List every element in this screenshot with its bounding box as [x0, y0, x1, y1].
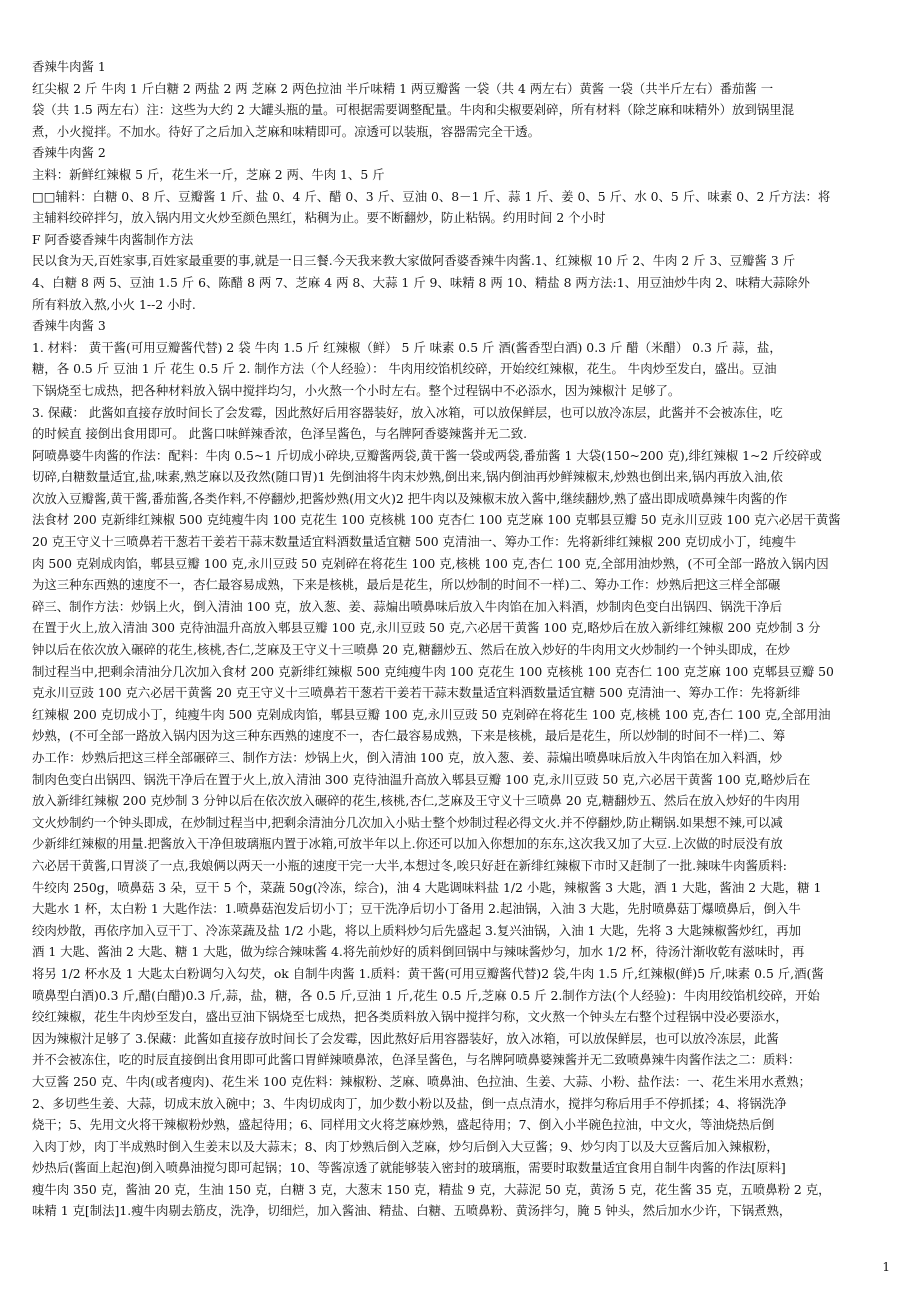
text-line: 喷鼻型白酒)0.3 斤,醋(白醋)0.3 斤,蒜，盐，糖，各 0.5 斤,豆油 1 斤,花生 0.5 斤,芝麻 0.5 斤 2.制作方法(个人经验)：牛肉用绞馅机绞碎，开始 — [32, 987, 820, 1003]
text-line: 20 克王守义十三喷鼻若干葱若干姜若干蒜末数量适宜料酒数量适宜糖 500 克清油一、筹办工作：先将新绯红辣椒 200 克切成小丁，纯瘦牛 — [32, 534, 797, 550]
text-line: 为这三种东西熟的速度不一，杏仁最容易成熟，下来是核桃，最后是花生，所以炒制的时间不一样)二、筹办工作：炒熟后把这三样全部碾 — [32, 577, 781, 593]
text-line: 的时候直 接倒出食用即可。 此酱口味鲜辣香浓，色泽呈酱色，与名牌阿香婆辣酱并无二致. — [32, 426, 528, 442]
section-heading: 香辣牛肉酱 1 — [32, 59, 106, 74]
text-line: 煮，小火搅拌。不加水。待好了之后加入芝麻和味精即可。凉透可以装瓶，容器需完全干透。 — [32, 123, 541, 139]
text-line: 味精 1 克[制法]1.瘦牛肉剔去筋皮，洗净，切细烂，加入酱油、精盐、白糖、五喷鼻粉、黄汤拌匀，腌 5 钟头，然后加水少许，下锅煮熟， — [32, 1203, 792, 1219]
text-line: 阿喷鼻婆牛肉酱的作法：配料：牛肉 0.5~1 斤切成小碎块,豆瓣酱两袋,黄干酱一袋或两袋,番茄酱 1 大袋(150~200 克),绯红辣椒 1~2 斤绞碎或 — [32, 447, 822, 463]
text-line: 民以食为天,百姓家事,百姓家最重要的事,就是一日三餐.今天我来教大家做阿香婆香辣牛肉酱.1、红辣椒 10 斤 2、牛肉 2 斤 3、豆瓣酱 3 斤 — [32, 253, 796, 269]
text-line: 克永川豆豉 100 克六必居干黄酱 20 克王守义十三喷鼻若干葱若干姜若干蒜末数量适宜料酒数量适宜糖 500 克清油一、筹办工作：先将新绯 — [32, 685, 801, 701]
text-line: □□辅料：白糖 0、8 斤、豆瓣酱 1 斤、盐 0、4 斤、醋 0、3 斤、豆油 0、8－1 斤、蒜 1 斤、姜 0、5 斤、水 0、5 斤、味素 0、2 斤方法：将 — [32, 188, 831, 204]
text-line: 切碎,白糖数量适宜,盐,味素,熟芝麻以及孜然(随口胃)1 先倒油将牛肉末炒熟,倒出来,锅内倒油再炒鲜辣椒末,炒熟也倒出来,锅内再放入油,依 — [32, 469, 783, 485]
text-line: 炒热后(酱面上起泡)倒入喷鼻油搅匀即可起锅；10、等酱凉透了就能够装入密封的玻璃瓶，需要时取数量适宜食用自制牛肉酱的作法[原料] — [32, 1160, 786, 1176]
text-line: 1. 材料： 黄干酱(可用豆瓣酱代替) 2 袋 牛肉 1.5 斤 红辣椒（鲜） 5 斤 味素 0.5 斤 酒(酱香型白酒) 0.3 斤 醋（米醋） 0.3 斤 蒜，盐， — [32, 339, 782, 355]
text-line: 所有料放入熬,小火 1--2 小时. — [32, 296, 196, 312]
document-body — [32, 56, 890, 1222]
text-line: 次放入豆瓣酱,黄干酱,番茄酱,各类作料,不停翻炒,把酱炒熟(用文火)2 把牛肉以及辣椒末放入酱中,继续翻炒,熟了盛出即成喷鼻辣牛肉酱的作 — [32, 490, 788, 506]
text-line: 将另 1/2 杯水及 1 大匙太白粉调匀入勾芡，ok 自制牛肉酱 1.质料：黄干酱(可用豆瓣酱代替)2 袋,牛肉 1.5 斤,红辣椒(鲜)5 斤,味素 0.5 斤,酒(酱 — [32, 965, 824, 981]
text-line: 主辅料绞碎拌匀，放入锅内用文火炒至颜色黑红，粘稠为止。要不断翻炒，防止粘锅。约用时间 2 个小时 — [32, 210, 606, 226]
text-line: 4、白糖 8 两 5、豆油 1.5 斤 6、陈醋 8 两 7、芝麻 4 两 8、大蒜 1 斤 9、味精 8 两 10、精盐 8 两方法:1、用豆油炒牛肉 2、味精大蒜除外 — [32, 274, 810, 290]
text-line: 并不会被冻住，吃的时辰直接倒出食用即可此酱口胃鲜辣喷鼻浓，色泽呈酱色，与名牌阿喷鼻婆辣酱并无二致喷鼻辣牛肉酱作法之二：质料： — [32, 1052, 801, 1068]
text-line: 办工作：炒熟后把这三样全部碾碎三、制作方法：炒锅上火，倒入清油 100 克，放入葱、姜、蒜煸出喷鼻味后放入牛肉馅在加入料酒，炒 — [32, 750, 783, 765]
section-heading: 香辣牛肉酱 3 — [32, 318, 106, 334]
text-line: 六必居干黄酱,口胃淡了一点,我娘俩以两天一小瓶的速度干完一大半,本想过冬,唉只好赶在新绯红辣椒下市时又赶制了一批.辣味牛肉酱质料: — [32, 857, 787, 873]
text-line: 法食材 200 克新绯红辣椒 500 克纯瘦牛肉 100 克花生 100 克核桃 100 克杏仁 100 克芝麻 100 克郫县豆瓣 50 克永川豆豉 100 克六必居干黄酱 — [32, 512, 841, 528]
text-line: 红尖椒 2 斤 牛肉 1 斤白糖 2 两盐 2 两 芝麻 2 两色拉油 半斤味精 1 两豆瓣酱 一袋（共 4 两左右）黄酱 一袋（共半斤左右）番茄酱 一 — [32, 80, 774, 96]
text-line: 糖，各 0.5 斤 豆油 1 斤 花生 0.5 斤 2. 制作方法（个人经验）： 牛肉用绞馅机绞碎，开始绞红辣椒，花生。 牛肉炒至发白，盛出。豆油 — [32, 361, 777, 377]
text-line: 牛绞肉 250g，喷鼻菇 3 朵，豆干 5 个，菜蔬 50g(冷冻，综合)，油 4 大匙调味料盐 1/2 小匙，辣椒酱 3 大匙，酒 1 大匙，酱油 2 大匙，糖 1 — [32, 879, 822, 895]
text-line: 大豆酱 250 克、牛肉(或者瘦肉)、花生米 100 克佐料：辣椒粉、芝麻、喷鼻油、色拉油、生姜、大蒜、小粉、盐作法：一、花生米用水煮熟； — [32, 1073, 811, 1089]
text-line: 烧干；5、先用文火将干辣椒粉炒熟，盛起待用；6、同样用文火将芝麻炒熟，盛起待用；7、倒入小半碗色拉油，中文火，等油烧热后倒 — [32, 1117, 775, 1133]
text-line: 绞肉炒散，再依序加入豆干丁、冷冻菜蔬及盐 1/2 小匙，将以上质料炒匀后先盛起 3.复兴油锅，入油 1 大匙，先将 3 大匙辣椒酱炒红，再加 — [32, 922, 801, 938]
text-line: 因为辣椒汁足够了 3.保藏：此酱如直接存放时间长了会发霉，因此熬好后用容器装好，放入冰箱，可以放保鲜层，也可以放冷冻层，此酱 — [32, 1030, 779, 1046]
text-line: 制过程当中,把剩余清油分几次加入食材 200 克新绯红辣椒 500 克纯瘦牛肉 100 克花生 100 克核桃 100 克杏仁 100 克芝麻 100 克郫县豆瓣 50 — [32, 663, 834, 679]
text-line: 少新绯红辣椒的用量.把酱放入干净但玻璃瓶内置于冰箱,可放半年以上.你还可以加入你想加的东东,这次我又加了大豆.上次做的时辰没有放 — [32, 836, 783, 852]
text-line: 主料：新鲜红辣椒 5 斤，花生米一斤，芝麻 2 两、牛肉 1、5 斤 — [32, 166, 385, 182]
text-line: 钟以后在依次放入碾碎的花生,核桃,杏仁,芝麻及王守义十三喷鼻 20 克,糖翻炒五、然后在放入炒好的牛肉用文火炒制约一个钟头即成，在炒 — [32, 642, 791, 658]
section-heading: F 阿香婆香辣牛肉酱制作方法 — [32, 231, 194, 247]
text-line: 文火炒制约一个钟头即成，在炒制过程当中,把剩余清油分几次加入小贴士整个炒制过程必得文火.并不停翻炒,防止糊锅.如果想不辣,可以减 — [32, 814, 783, 830]
text-line: 绞红辣椒，花生牛肉炒至发白，盛出豆油下锅烧至七成热，把各类质料放入锅中搅拌匀称，文火熬一个钟头左右整个过程锅中没必要添水， — [32, 1009, 788, 1025]
text-line: 袋（共 1.5 两左右）注：这些为大约 2 大罐头瓶的量。可根据需要调整配量。牛肉和尖椒要剁碎，所有材料（除芝麻和味精外）放到锅里混 — [32, 102, 794, 118]
text-line: 3. 保藏： 此酱如直接存放时间长了会发霉，因此熬好后用容器装好，放入冰箱，可以放保鲜层，也可以放冷冻层，此酱并不会被冻住，吃 — [32, 404, 783, 420]
text-line: 红辣椒 200 克切成小丁，纯瘦牛肉 500 克剁成肉馅，郫县豆瓣 100 克,永川豆豉 50 克剁碎在将花生 100 克,核桃 100 克,杏仁 100 克,全部用油 — [32, 706, 831, 722]
page-number: 1 — [882, 1260, 890, 1274]
text-line: 碎三、制作方法：炒锅上火，倒入清油 100 克，放入葱、姜、蒜煸出喷鼻味后放入牛肉馅在加入料酒，炒制肉色变白出锅四、锅洗干净后 — [32, 598, 783, 614]
text-line: 大匙水 1 杯，太白粉 1 大匙作法：1.喷鼻菇泡发后切小丁；豆干洗净后切小丁备用 2.起油锅，入油 3 大匙，先肘喷鼻菇丁爆喷鼻后，倒入牛 — [32, 901, 801, 917]
text-line: 放入新绯红辣椒 200 克炒制 3 分钟以后在依次放入碾碎的花生,核桃,杏仁,芝麻及王守义十三喷鼻 20 克,糖翻炒五、然后在放入炒好的牛肉用 — [32, 793, 801, 809]
text-line: 制肉色变白出锅四、锅洗干净后在置于火上,放入清油 300 克待油温升高放入郫县豆瓣 100 克,永川豆豉 50 克,六必居干黄酱 100 克,略炒后在 — [32, 771, 811, 787]
text-line: 下锅烧至七成热，把各种材料放入锅中搅拌均匀，小火熬一个小时左右。整个过程锅中不必添水，因为辣椒汁 足够了。 — [32, 382, 681, 398]
text-line: 肉 500 克剁成肉馅，郫县豆瓣 100 克,永川豆豉 50 克剁碎在将花生 100 克,核桃 100 克,杏仁 100 克,全部用油炒熟，(不可全部一路放入锅内因 — [32, 555, 829, 571]
section-heading: 香辣牛肉酱 2 — [32, 145, 106, 161]
text-line: 瘦牛肉 350 克，酱油 20 克，生油 150 克，白糖 3 克，大葱末 150 克，精盐 9 克，大蒜泥 50 克，黄汤 5 克，花生酱 35 克，五喷鼻粉 2 克， — [32, 1181, 831, 1197]
text-line: 在置于火上,放入清油 300 克待油温升高放入郫县豆瓣 100 克,永川豆豉 50 克,六必居干黄酱 100 克,略炒后在放入新绯红辣椒 200 克炒制 3 分 — [32, 620, 821, 636]
text-line: 炒熟，(不可全部一路放入锅内因为这三种东西熟的速度不一，杏仁最容易成熟，下来是核桃，最后是花生，所以炒制的时间不一样)二、筹 — [32, 728, 786, 744]
text-line: 2、多切些生姜、大蒜，切成末放入碗中；3、牛肉切成肉丁，加少数小粉以及盐，倒一点点清水，搅拌匀称后用手不停抓揉；4、将锅洗净 — [32, 1095, 787, 1111]
text-line: 入肉丁炒，肉丁半成熟时倒入生姜末以及大蒜末；8、肉丁炒熟后倒入芝麻，炒匀后倒入大豆酱；9、炒匀肉丁以及大豆酱后加入辣椒粉， — [32, 1138, 779, 1154]
text-line: 酒 1 大匙、酱油 2 大匙、糖 1 大匙，做为综合辣味酱 4.将先前炒好的质料倒回锅中与辣味酱炒匀，加水 1/2 杯，待汤汁渐收乾有滋味时，再 — [32, 944, 805, 960]
